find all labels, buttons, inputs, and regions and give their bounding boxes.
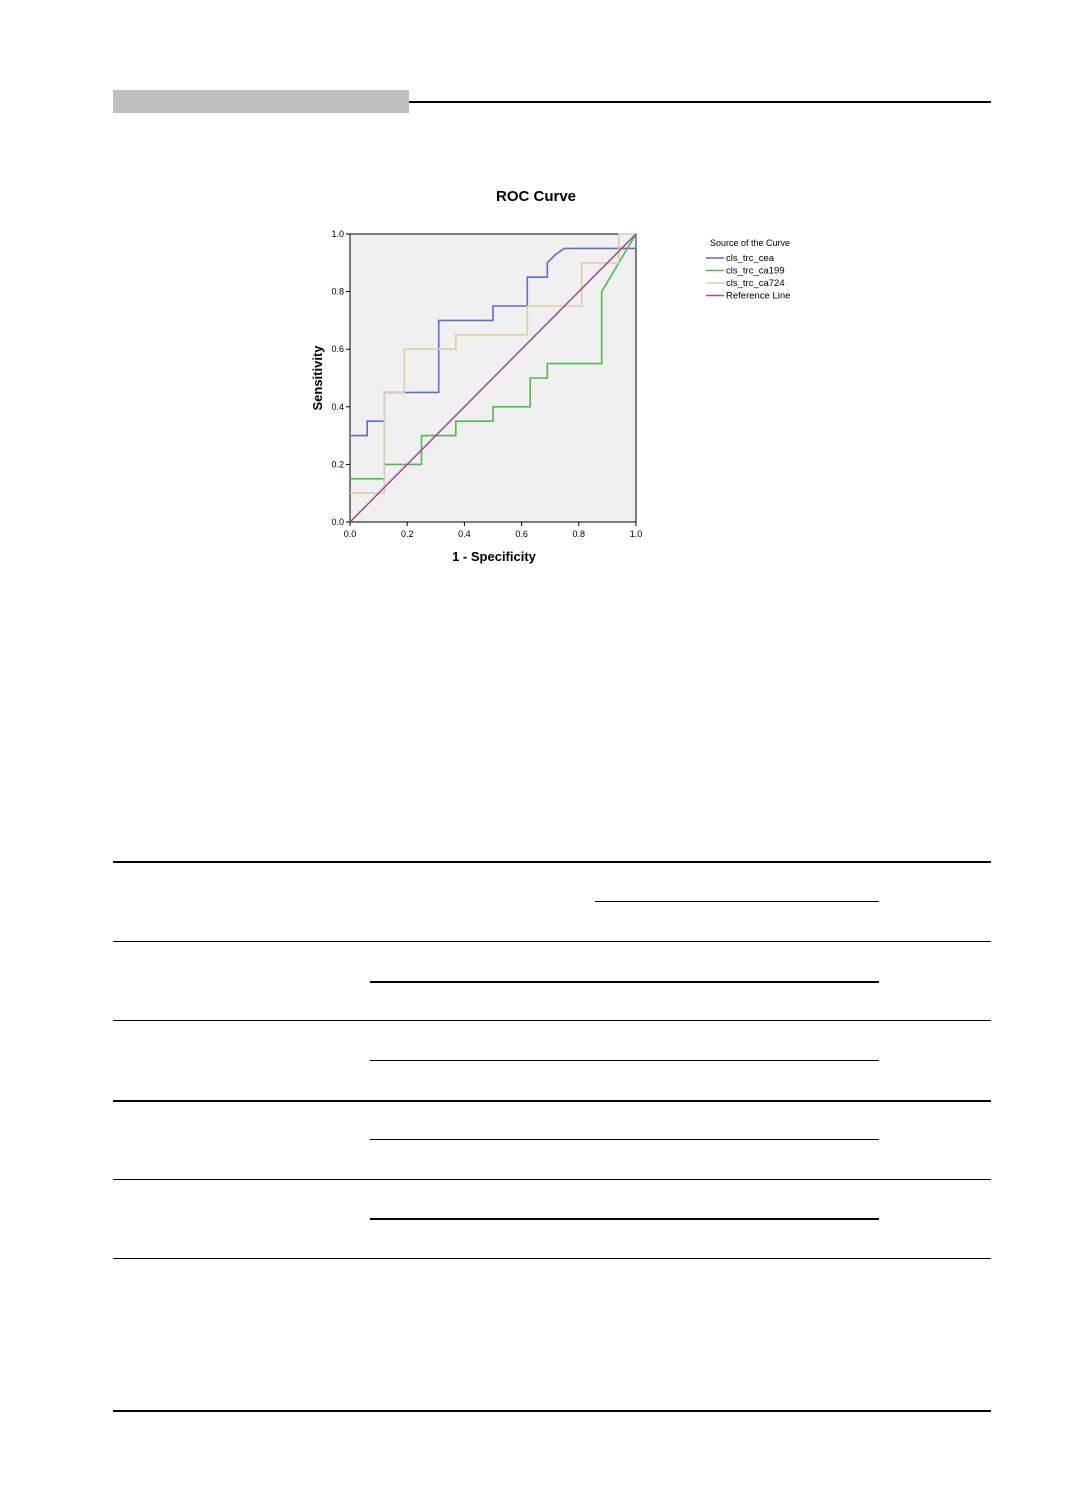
footer-rule — [113, 1410, 991, 1412]
roc-chart — [290, 175, 820, 585]
x-tick-label: 0.4 — [458, 529, 471, 539]
x-tick-label: 0.2 — [400, 529, 414, 539]
y-tick-label: 1.0 — [331, 229, 344, 239]
x-tick-label: 0.8 — [572, 529, 586, 539]
table-group-rule-3 — [113, 1179, 991, 1180]
legend — [706, 238, 790, 302]
legend-label: cls_trc_ca199 — [726, 265, 785, 277]
table-group-rule-2 — [113, 1100, 991, 1102]
y-tick-label: 0.0 — [331, 517, 344, 527]
header-rule — [409, 101, 991, 103]
table-row-rule-4 — [370, 1218, 879, 1220]
chart-title: ROC Curve — [495, 188, 577, 205]
legend-label: Reference Line — [726, 290, 791, 302]
legend-title: Source of the Curve — [710, 238, 791, 248]
x-tick-label: 1.0 — [629, 529, 643, 539]
table-top-rule — [113, 861, 991, 863]
roc-chart-svg — [290, 175, 820, 585]
y-axis-ticks — [331, 229, 350, 527]
table-header-rule — [113, 941, 991, 942]
table-subhead-rule — [595, 901, 879, 902]
legend-items — [706, 253, 790, 302]
x-tick-label: 0.6 — [515, 529, 528, 539]
y-tick-label: 0.6 — [331, 344, 344, 355]
y-tick-label: 0.2 — [331, 459, 344, 470]
y-tick-label: 0.4 — [331, 401, 344, 412]
x-axis-ticks — [344, 522, 643, 539]
table-row-rule-1 — [370, 981, 879, 983]
legend-label: cls_trc_ca724 — [726, 278, 785, 289]
x-axis-label: 1 - Specificity — [452, 549, 536, 564]
y-tick-label: 0.8 — [331, 286, 344, 297]
x-tick-label: 0.0 — [343, 529, 357, 539]
y-axis-label: Sensitivity — [310, 345, 325, 411]
table-row-rule-3 — [370, 1139, 879, 1140]
header-bar — [113, 90, 409, 113]
legend-label: cls_trc_cea — [726, 253, 775, 264]
table-row-rule-2 — [370, 1060, 879, 1061]
table-group-rule-1 — [113, 1020, 991, 1021]
table-bottom-rule — [113, 1258, 991, 1259]
